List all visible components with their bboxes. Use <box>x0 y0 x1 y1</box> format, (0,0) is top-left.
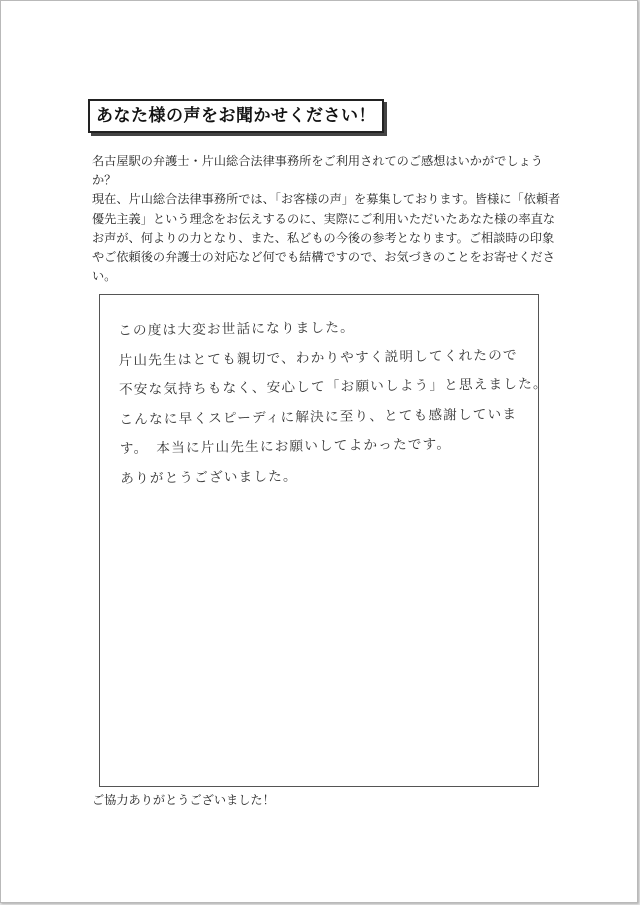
handwritten-line <box>119 400 530 465</box>
intro-paragraph-question: 名古屋駅の弁護士・片山総合法律事務所をご利用されてのご感想はいかがでしょうか？ <box>92 154 543 188</box>
handwritten-line: この度は大変お世話になりました。 <box>118 319 355 339</box>
intro-paragraph-request: 現在、片山総合法律事務所では、「お客様の声」を募集しております。皆様に「依頼者優先主義」という理念をお伝えするのに、実際にご利用いただいたあなた様の率直なお声が、何よりの力となり、また、私どもの今後の参考となります。ご相談時の印象やご依頼後の弁護士の対応など何でも結構ですので、お気づきのことをお寄せください。 <box>92 192 561 284</box>
footer-thanks: ご協力ありがとうございました！ <box>92 793 275 807</box>
handwritten-comment <box>118 311 548 494</box>
handwritten-line: 不安な気持ちもなく、安心して「お願いしよう」と思えました。 <box>118 376 548 398</box>
handwritten-line-part: 本当に片山先生にお願いしてよかったです。 <box>156 436 452 457</box>
handwritten-line: 片山先生はとても親切で、わかりやすく説明してくれたので <box>118 346 518 369</box>
handwritten-line-part: こんなに早くスピーディに解決に至り、とても感謝しています。 <box>119 405 518 457</box>
handwritten-line: ありがとうございました。 <box>120 468 298 487</box>
intro-text <box>92 152 562 286</box>
page-heading: あなた様の声をお聞かせください！ <box>88 99 384 133</box>
handwritten-comment-box <box>99 294 548 787</box>
